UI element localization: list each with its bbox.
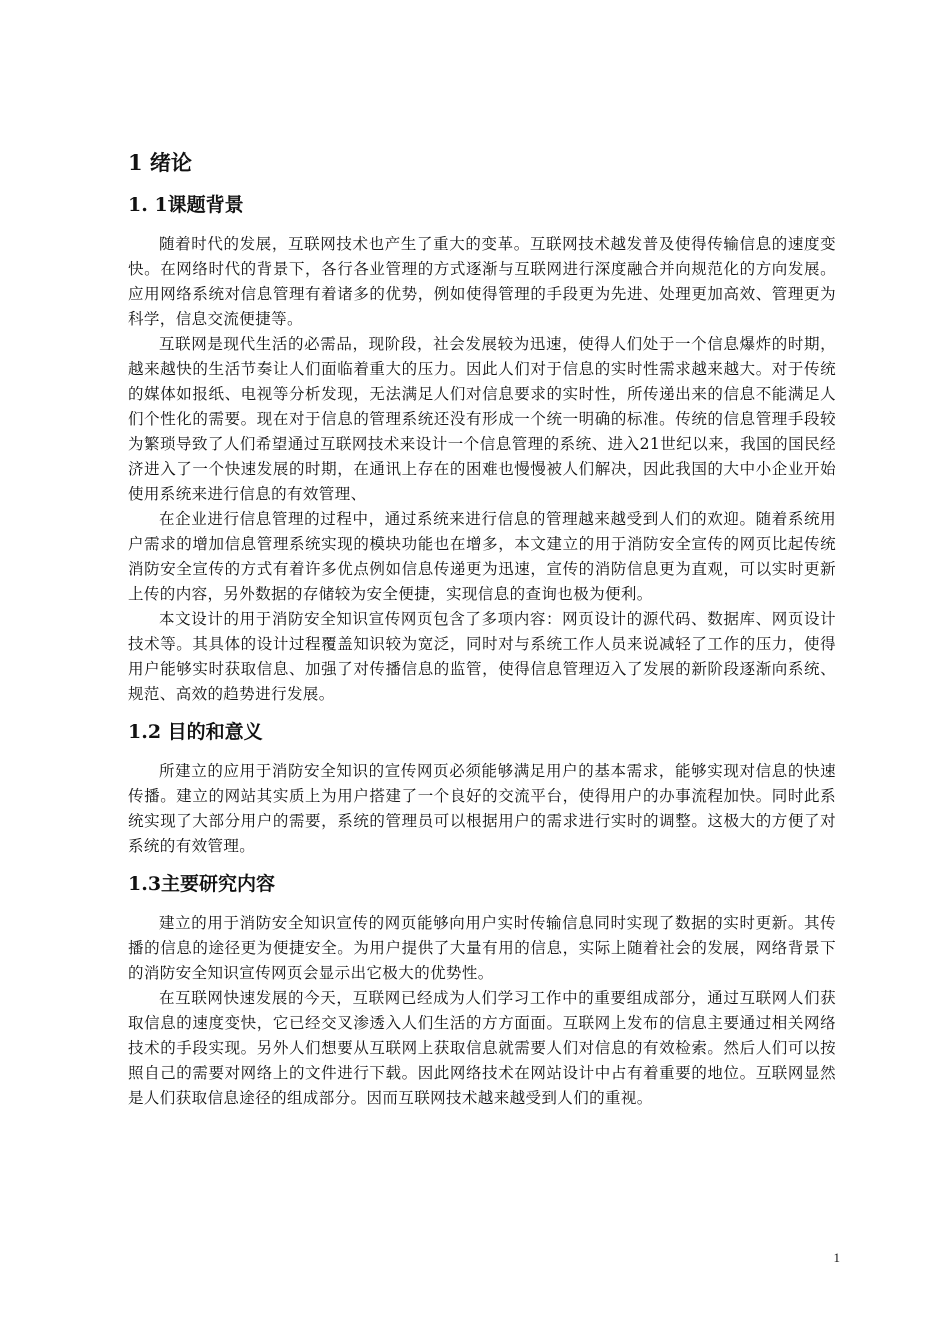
page-content <box>128 148 836 1111</box>
page-number: 1 <box>833 1250 840 1265</box>
paragraph: 所建立的应用于消防安全知识的宣传网页必须能够满足用户的基本需求，能够实现对信息的快速传播。建立的网站其实质上为用户搭建了一个良好的交流平台，使得用户的办事流程加快。同时此系统实现了大部分用户的需要，系统的管理员可以根据用户的需求进行实时的调整。这极大的方便了对系统的有效管理。 <box>128 762 836 855</box>
paragraph: 互联网是现代生活的必需品，现阶段，社会发展较为迅速，使得人们处于一个信息爆炸的时期，越来越快的生活节奏让人们面临着重大的压力。因此人们对于信息的实时性需求越来越大。对于传统的媒体如报纸、电视等分析发现，无法满足人们对信息要求的实时性，所传递出来的信息不能满足人们个性化的需要。现在对于信息的管理系统还没有形成一个统一明确的标准。传统的信息管理手段较为繁琐导致了人们希望通过互联网技术来设计一个信息管理的系统、进入21世纪以来，我国的国民经济进入了一个快速发展的时期，在通讯上存在的困难也慢慢被人们解决，因此我国的大中小企业开始使用系统来进行信息的有效管理、 <box>128 335 836 503</box>
chapter-title: 1 绪论 <box>128 150 192 175</box>
section-title-research: 1.3主要研究内容 <box>128 873 276 895</box>
paragraph: 在互联网快速发展的今天，互联网已经成为人们学习工作中的重要组成部分，通过互联网人们获取信息的速度变快，它已经交叉渗透入人们生活的方方面面。互联网上发布的信息主要通过相关网络技术的手段实现。另外人们想要从互联网上获取信息就需要人们对信息的有效检索。然后人们可以按照自己的需要对网络上的文件进行下载。因此网络技术在网站设计中占有着重要的地位。互联网显然是人们获取信息途径的组成部分。因而互联网技术越来越受到人们的重视。 <box>128 989 836 1107</box>
paragraph: 建立的用于消防安全知识宣传的网页能够向用户实时传输信息同时实现了数据的实时更新。其传播的信息的途径更为便捷安全。为用户提供了大量有用的信息，实际上随着社会的发展，网络背景下的消防安全知识宣传网页会显示出它极大的优势性。 <box>128 914 836 982</box>
section-title-background: 1. 1课题背景 <box>128 194 244 216</box>
paragraph: 在企业进行信息管理的过程中，通过系统来进行信息的管理越来越受到人们的欢迎。随着系统用户需求的增加信息管理系统实现的模块功能也在增多，本文建立的用于消防安全宣传的网页比起传统消防安全宣传的方式有着许多优点例如信息传递更为迅速，宣传的消防信息更为直观，可以实时更新上传的内容，另外数据的存储较为安全便捷，实现信息的查询也极为便利。 <box>128 510 836 603</box>
section-title-purpose: 1.2 目的和意义 <box>128 721 263 743</box>
paragraph: 随着时代的发展，互联网技术也产生了重大的变革。互联网技术越发普及使得传输信息的速度变快。在网络时代的背景下，各行各业管理的方式逐渐与互联网进行深度融合并向规范化的方向发展。应用网络系统对信息管理有着诸多的优势，例如使得管理的手段更为先进、处理更加高效、管理更为科学，信息交流便捷等。 <box>128 235 836 328</box>
paragraph: 本文设计的用于消防安全知识宣传网页包含了多项内容：网页设计的源代码、数据库、网页设计技术等。其具体的设计过程覆盖知识较为宽泛，同时对与系统工作人员来说减轻了工作的压力，使得用户能够实时获取信息、加强了对传播信息的监管，使得信息管理迈入了发展的新阶段逐渐向系统、规范、高效的趋势进行发展。 <box>128 610 836 703</box>
